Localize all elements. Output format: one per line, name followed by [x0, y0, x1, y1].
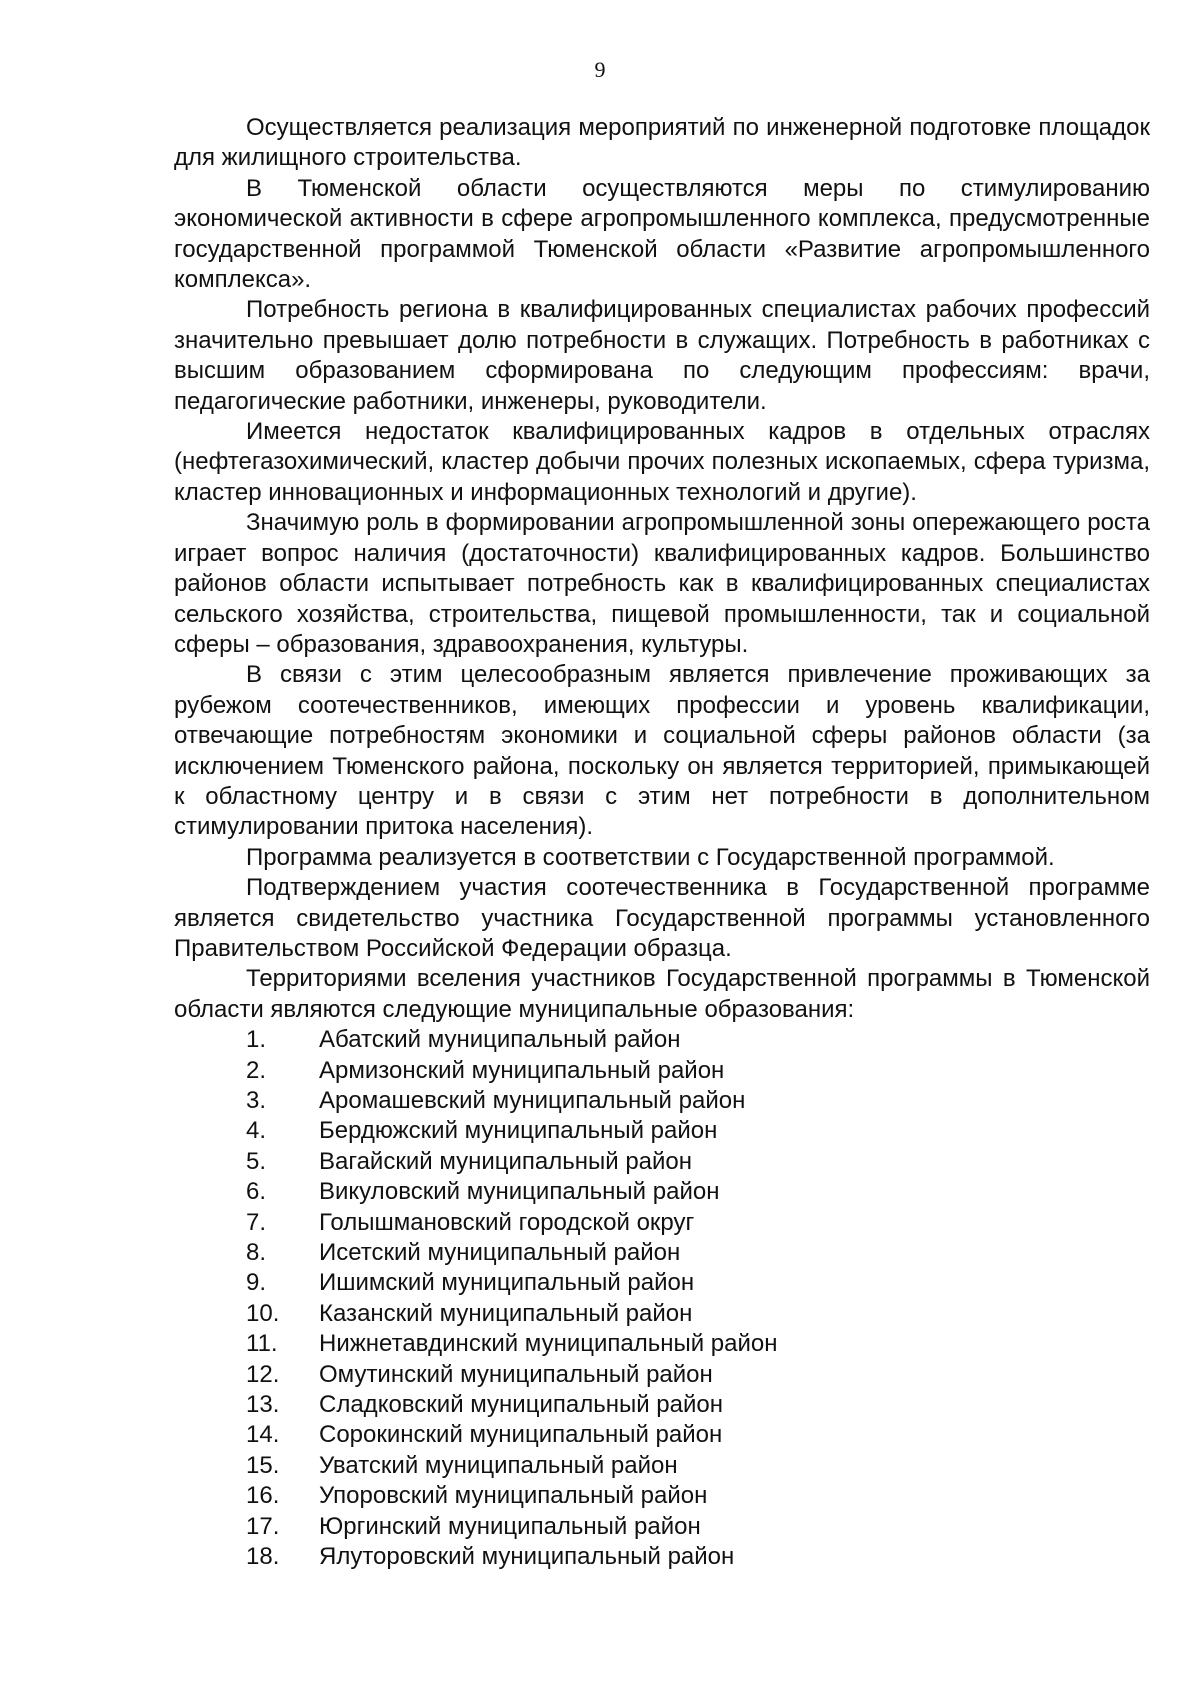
paragraph: Осуществляется реализация мероприятий по инженерной подготовке площадок для жилищного строительства. — [174, 114, 1150, 172]
list-item — [174, 1390, 1150, 1420]
paragraph: Программа реализуется в соответствии с Государственной программой. — [246, 843, 1055, 871]
list-item-number: 4. — [246, 1117, 267, 1145]
list-item-name: Исетский муниципальный район — [319, 1239, 681, 1267]
list-item-name: Казанский муниципальный район — [319, 1299, 693, 1327]
list-item-name: Голышмановский городской округ — [319, 1208, 695, 1236]
list-item — [174, 1056, 1150, 1086]
list-item — [174, 1147, 1150, 1177]
list-item-number: 17. — [246, 1512, 280, 1540]
list-item-name: Ялуторовский муниципальный район — [319, 1543, 735, 1571]
list-item-number: 11. — [246, 1330, 278, 1358]
list-item — [174, 1208, 1150, 1238]
list-item-number: 1. — [246, 1026, 267, 1054]
list-item-number: 2. — [246, 1056, 267, 1084]
list-item-number: 5. — [246, 1147, 267, 1175]
list-item — [174, 1360, 1150, 1390]
list-item — [174, 1299, 1150, 1329]
list-item-number: 9. — [246, 1269, 267, 1297]
paragraph: В Тюменской области осуществляются меры по стимулированию экономической активности в сфере агропромышленного комплекса, предусмотренные государственной программой Тюменской области «Развитие агропромышленного комплекса». — [174, 174, 1150, 294]
municipalities-list — [174, 1025, 1150, 1572]
list-item-name: Нижнетавдинский муниципальный район — [319, 1330, 778, 1358]
paragraph: Потребность региона в квалифицированных специалистах рабочих профессий значительно превышает долю потребности в служащих. Потребность в работниках с высшим образованием сформирована по следующим профессиям: врачи, педагогические работники, инженеры, руководители. — [174, 296, 1150, 415]
list-item — [174, 1542, 1150, 1572]
paragraph: Подтверждением участия соотечественника в Государственной программе является свидетельство участника Государственной программы установленного Правительством Российской Федерации образца. — [174, 874, 1150, 962]
list-item-number: 6. — [246, 1178, 267, 1206]
list-item — [174, 1329, 1150, 1359]
list-item-name: Уватский муниципальный район — [319, 1451, 678, 1479]
list-item-name: Абатский муниципальный район — [319, 1026, 681, 1054]
list-item-name: Юргинский муниципальный район — [319, 1512, 701, 1540]
list-item-number: 8. — [246, 1239, 267, 1267]
list-item-name: Сладковский муниципальный район — [319, 1391, 723, 1419]
list-item — [174, 1025, 1150, 1055]
list-item — [174, 1086, 1150, 1116]
list-item-name: Бердюжский муниципальный район — [319, 1117, 718, 1145]
document-body — [174, 113, 1150, 1573]
list-item — [174, 1268, 1150, 1298]
list-item — [174, 1116, 1150, 1146]
list-item-number: 18. — [246, 1543, 280, 1571]
paragraph: Значимую роль в формировании агропромышленной зоны опережающего роста играет вопрос наличия (достаточности) квалифицированных кадров. Большинство районов области испытывает потребность как в квалифицированных специалистах сельского хозяйства, строительства, пищевой промышленности, так и социальной сферы – образования, здравоохранения, культуры. — [174, 509, 1150, 658]
list-item-number: 13. — [246, 1391, 280, 1419]
list-item-name: Армизонский муниципальный район — [319, 1056, 725, 1084]
list-item — [174, 1177, 1150, 1207]
list-item-number: 15. — [246, 1451, 280, 1479]
list-item-name: Упоровский муниципальный район — [319, 1482, 708, 1510]
list-item-number: 14. — [246, 1421, 280, 1449]
list-item — [174, 1451, 1150, 1481]
paragraph: В связи с этим целесообразным является привлечение проживающих за рубежом соотечественников, имеющих профессии и уровень квалификации, отвечающие потребностям экономики и социальной сферы районов области (за исключением Тюменского района, поскольку он является территорией, примыкающей к областному центру и в связи с этим нет потребности в дополнительном стимулировании притока населения). — [174, 661, 1150, 841]
list-item-name: Ишимский муниципальный район — [319, 1269, 695, 1297]
list-item — [174, 1481, 1150, 1511]
list-item-number: 12. — [246, 1360, 280, 1388]
list-item-number: 3. — [246, 1087, 267, 1114]
list-item-name: Вагайский муниципальный район — [319, 1147, 693, 1175]
page-number: 9 — [594, 57, 606, 82]
list-item-number: 10. — [246, 1299, 280, 1327]
list-item — [174, 1238, 1150, 1268]
list-item-name: Аромашевский муниципальный район — [319, 1087, 746, 1114]
list-item-number: 16. — [246, 1482, 280, 1510]
list-item-name: Викуловский муниципальный район — [319, 1178, 720, 1206]
list-item-number: 7. — [246, 1208, 267, 1236]
list-item — [174, 1512, 1150, 1542]
paragraph: Имеется недостаток квалифицированных кадров в отдельных отраслях (нефтегазохимический, кластер добычи прочих полезных ископаемых, сфера туризма, кластер инновационных и информационных технологий и другие). — [174, 418, 1150, 506]
paragraph: Территориями вселения участников Государственной программы в Тюменской области являются следующие муниципальные образования: — [174, 965, 1150, 1023]
list-item-name: Омутинский муниципальный район — [319, 1360, 713, 1388]
list-item-name: Сорокинский муниципальный район — [319, 1421, 723, 1449]
list-item — [174, 1420, 1150, 1450]
